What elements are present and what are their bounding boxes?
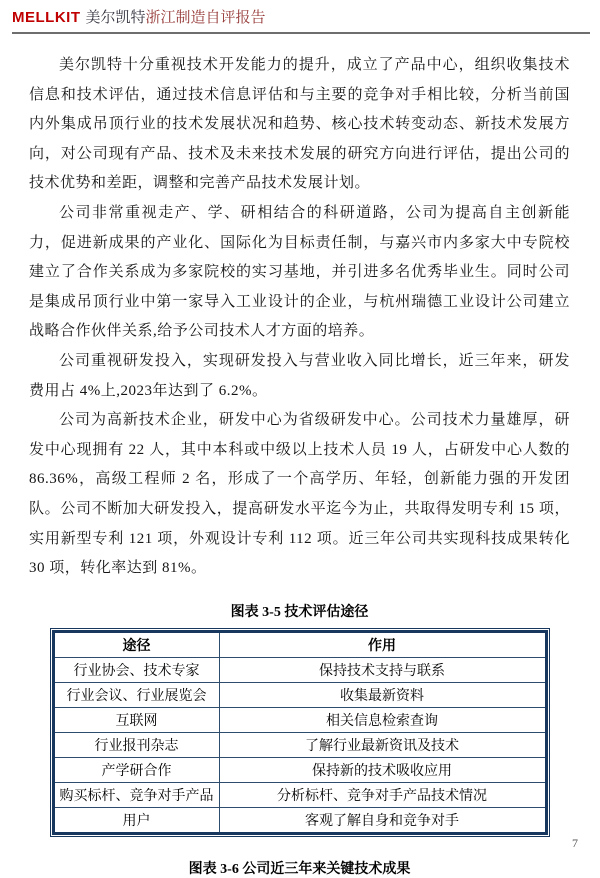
table-cell-effect: 相关信息检索查询 [219,707,546,732]
paragraph-rd-center: 公司为高新技术企业，研发中心为省级研发中心。公司技术力量雄厚，研发中心现拥有 22 人，其中本科或中级以上技术人员 19 人，占研发中心人数的 86.36%，高级工程师 2 名，形成了一个高学历、年轻，创新能力强的开发团队。公司不断加大研发投入，提高研发水平迄今为止，共取得发明专利 15 项，实用新型专利 121 项，外观设计专利 112 项。近三年公司共实现科技成果转化 30 项，转化率达到 81%。 [29,412,570,577]
table-cell-effect: 收集最新资料 [219,682,546,707]
evaluation-table-frame [50,628,550,837]
table-row [53,682,546,707]
table-cell-effect: 保持新的技术吸收应用 [219,757,546,782]
table-cell-effect: 客观了解自身和竞争对手 [219,807,546,833]
table-row [53,657,546,682]
table-header-row [53,631,546,657]
table-row [53,782,546,807]
table-cell-effect: 分析标杆、竞争对手产品技术情况 [219,782,546,807]
table-row [53,807,546,833]
evaluation-table [52,630,548,835]
brand-logo: MELLKIT [12,9,81,26]
table-header-effect: 作用 [219,631,546,657]
page-number: 7 [572,836,578,850]
report-header [12,8,590,34]
table-row [53,707,546,732]
page-title-company: 美尔凯特 [85,10,146,26]
table-header-channel: 途径 [53,631,219,657]
document-body [29,51,570,878]
table-cell-effect: 了解行业最新资讯及技术 [219,732,546,757]
paragraph-rd-investment: 公司重视研发投入，实现研发投入与营业收入同比增长，近三年来，研发费用占 4%上,2023年达到了 6.2%。 [29,352,570,399]
figure-caption-3-5: 图表 3-5 技术评估途径 [230,604,369,620]
page-title-report: 浙江制造自评报告 [145,10,266,26]
report-page [0,8,600,877]
paragraph-research-cooperation: 公司非常重视走产、学、研相结合的科研道路，公司为提高自主创新能力，促进新成果的产业化、国际化为目标责任制，与嘉兴市内多家大中专院校建立了合作关系成为多家院校的实习基地，并引进多名优秀毕业生。同时公司是集成吊顶行业中第一家导入工业设计的企业，与杭州瑞德工业设计公司建立战略合作伙伴关系,给予公司技术人才方面的培养。 [29,204,570,340]
table-row [53,732,546,757]
table-cell-channel: 用户 [53,807,219,833]
table-row [53,757,546,782]
table-cell-effect: 保持技术支持与联系 [219,657,546,682]
table-cell-channel: 产学研合作 [53,757,219,782]
table-cell-channel: 行业报刊杂志 [53,732,219,757]
table-cell-channel: 购买标杆、竞争对手产品 [53,782,219,807]
table-cell-channel: 行业会议、行业展览会 [53,682,219,707]
figure-caption-3-6: 图表 3-6 公司近三年来关键技术成果 [188,861,411,877]
table-cell-channel: 行业协会、技术专家 [53,657,219,682]
paragraph-tech-development: 美尔凯特十分重视技术开发能力的提升，成立了产品中心，组织收集技术信息和技术评估，通过技术信息评估和与主要的竞争对手相比较，分析当前国内外集成吊顶行业的技术发展状况和趋势、核心技术转变动态、新技术发展方向，对公司现有产品、技术及未来技术发展的研究方向进行评估，提出公司的技术优势和差距，调整和完善产品技术发展计划。 [29,57,570,192]
table-cell-channel: 互联网 [53,707,219,732]
